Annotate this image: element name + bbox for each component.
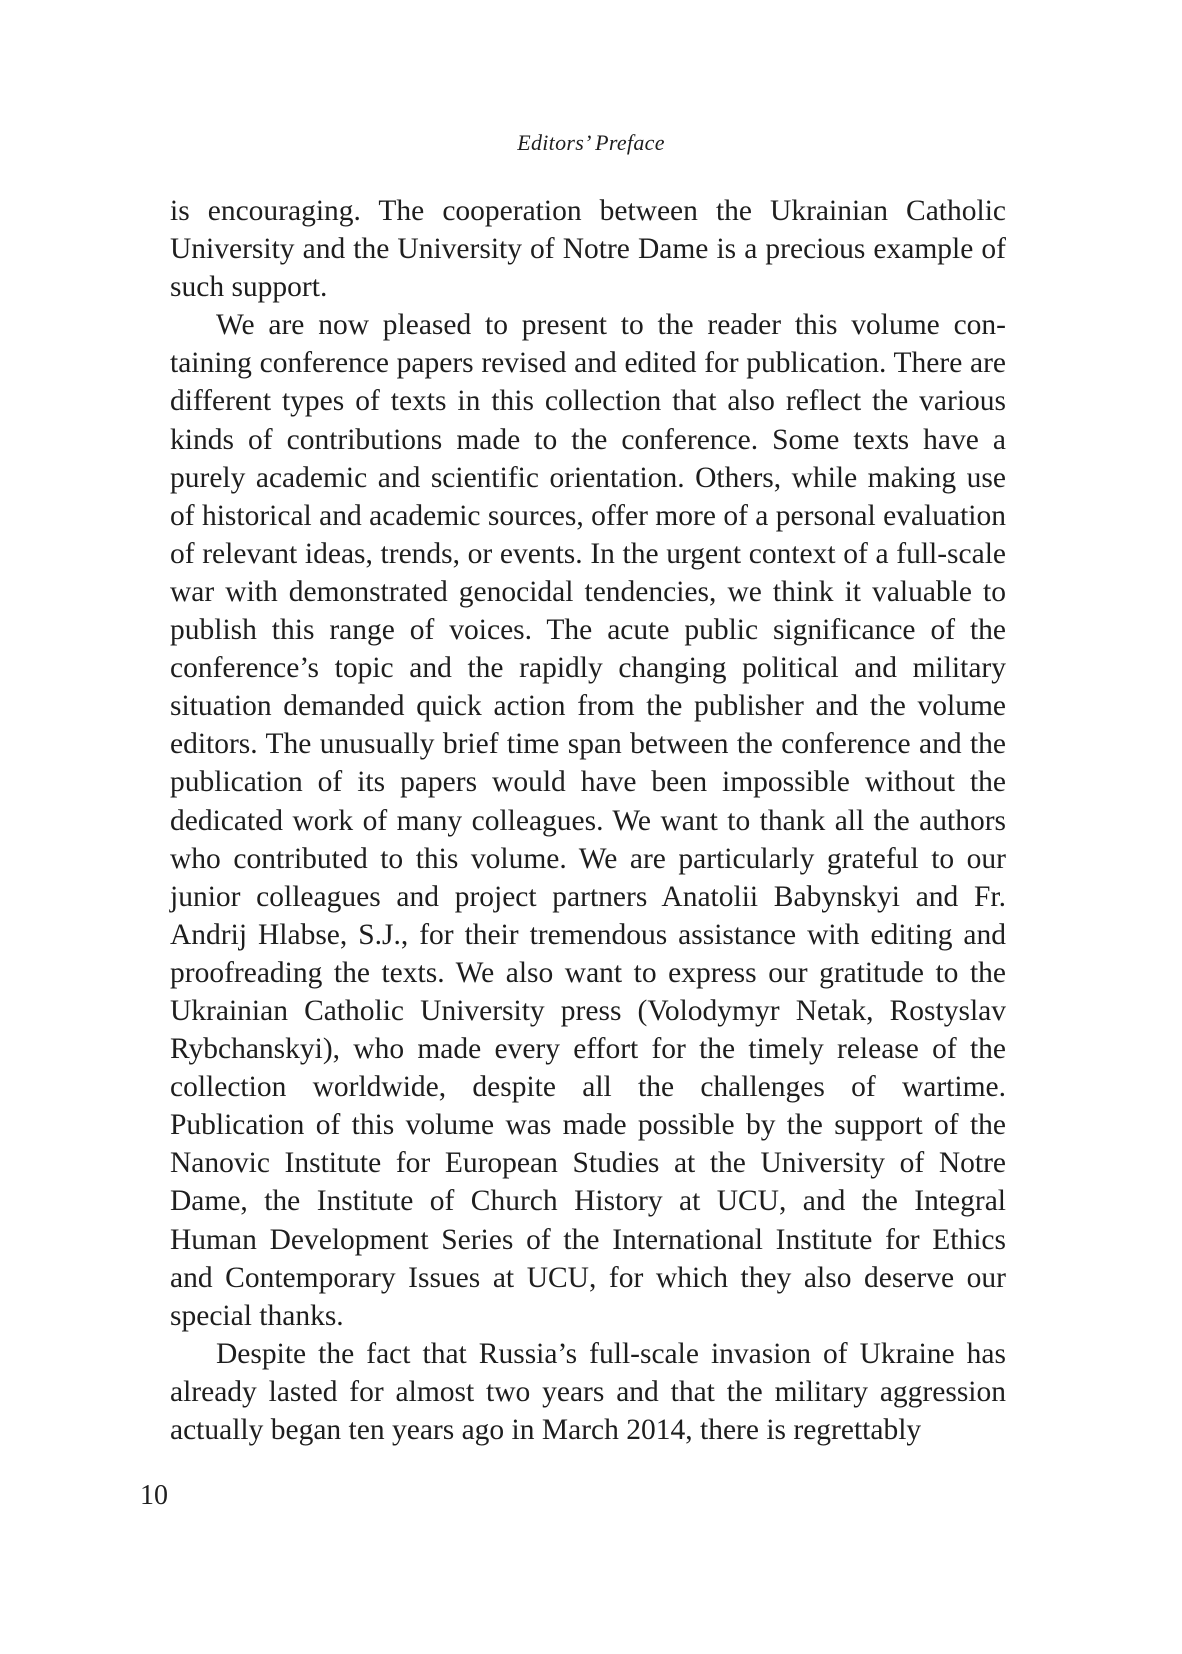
running-head: Editors’ Preface <box>517 130 665 155</box>
paragraph-continuation: is encouraging. The cooperation between the Ukrainian Catholic University and the University of Notre Dame is a precious example of such support. <box>170 195 1006 304</box>
body-text <box>170 192 1006 1449</box>
paragraph-acknowledgements: We are now pleased to present to the reader this volume containing conference papers revised and edited for publication. There are different types of texts in this collection that also reflect the various kinds of contributions made to the conference. Some texts have a purely academic and scientific orientation. Others, while making use of historical and academic sources, offer more of a personal evaluation of relevant ideas, trends, or events. In the urgent context of a full-scale war with demonstrated genocidal tendencies, we think it valuable to publish this range of voices. The acute public significance of the conference’s topic and the rapidly changing political and military situation demanded quick action from the publisher and the volume editors. The unusually brief time span between the conference and the publication of its papers would have been impossible without the dedicated work of many colleagues. We want to thank all the authors who contributed to this volume. We are particularly grateful to our junior colleagues and project partners Anatolii Babynskyi and Fr. Andrij Hlabse, S.J., for their tremendous assistance with editing and proofreading the texts. We also want to express our gratitude to the Ukrainian Catholic University press (Volodymyr Netak, Rostyslav Rybchanskyi), who made every effort for the timely release of the collection worldwide, despite all the challenges of wartime. Publication of this volume was made possible by the support of the Nanovic Institute for European Studies at the University of Notre Dame, the Institute of Church History at UCU, and the Integral Human Development Series of the International Institute for Ethics and Contemporary Issues at UCU, for which they also deserve our special thanks. <box>170 309 1006 1332</box>
paragraph-invasion: Despite the fact that Russia’s full-scale invasion of Ukraine has already lasted for almost two years and that the military aggression actually began ten years ago in March 2014, there is regrettably <box>170 1337 1006 1446</box>
page-number: 10 <box>140 1480 168 1511</box>
